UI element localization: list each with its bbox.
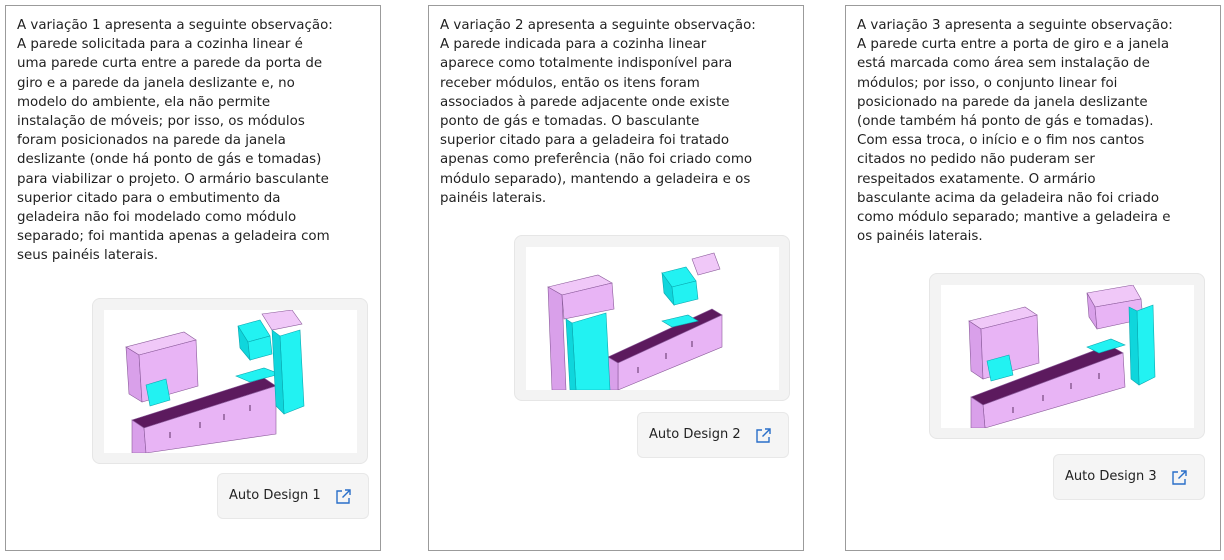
kitchen-3d-render — [941, 285, 1194, 428]
design-preview-2[interactable] — [514, 235, 790, 401]
auto-design-label: Auto Design 1 — [229, 488, 321, 503]
variation-card-2 — [428, 5, 804, 551]
auto-design-label: Auto Design 3 — [1065, 469, 1157, 484]
design-preview-1[interactable] — [92, 298, 368, 464]
variation-observation-text: A variação 1 apresenta a seguinte observação: A parede solicitada para a cozinha linear é uma parede curta entre a parede da porta de giro e a parede da janela deslizante e, no modelo do ambiente, ela não permite instalação de móveis; por isso, os módulos foram posicionados na parede da janela deslizante (onde há ponto de gás e tomadas) para viabilizar o projeto. O armário basculante superior citado para o embutimento da geladeira não foi modelado como módulo separado; foi mantida apenas a geladeira com seus painéis laterais. — [17, 18, 333, 264]
auto-design-label: Auto Design 2 — [649, 427, 741, 442]
external-link-icon — [1170, 469, 1188, 487]
auto-design-2-button[interactable] — [637, 412, 789, 458]
variation-observation-text: A variação 3 apresenta a seguinte observação: A parede curta entre a porta de giro e a janela está marcada como área sem instalação de módulos; por isso, o conjunto linear foi posicionado na parede da janela deslizante (onde também há ponto de gás e tomadas). Com essa troca, o início e o fim nos cantos citados no pedido não puderam ser respeitados exatamente. O armário basculante acima da geladeira não foi criado como módulo separado; mantive a geladeira e os painéis laterais. — [857, 18, 1173, 245]
external-link-icon — [754, 427, 772, 445]
auto-design-1-button[interactable] — [217, 473, 369, 519]
kitchen-3d-render — [104, 310, 357, 453]
variation-card-3 — [845, 5, 1221, 551]
design-preview-3[interactable] — [929, 273, 1205, 439]
variation-observation-text: A variação 2 apresenta a seguinte observação: A parede indicada para a cozinha linear aparece como totalmente indisponível para receber módulos, então os itens foram associados à parede adjacente onde existe ponto de gás e tomadas. O basculante superior citado para a geladeira foi tratado apenas como preferência (não foi criado como módulo separado), mantendo a geladeira e os painéis laterais. — [440, 18, 756, 206]
external-link-icon — [334, 488, 352, 506]
kitchen-3d-render — [526, 247, 779, 390]
auto-design-3-button[interactable] — [1053, 454, 1205, 500]
variation-card-1 — [5, 5, 381, 551]
